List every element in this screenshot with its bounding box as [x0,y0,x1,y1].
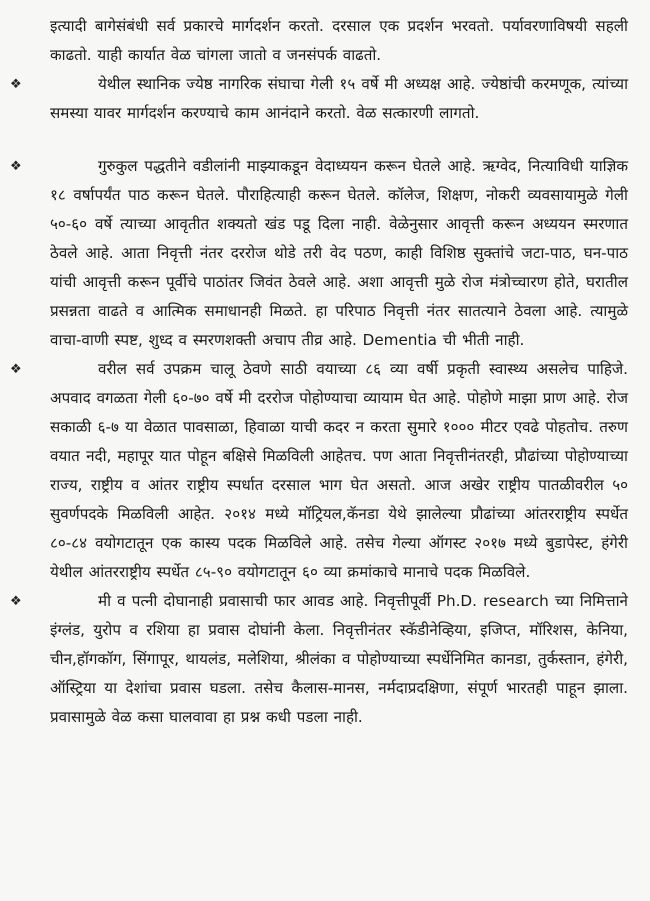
paragraph-senior-citizens [10,70,628,128]
diamond-bullet-icon: ❖ [10,594,22,609]
paragraph-text: इत्यादी बागेसंबंधी सर्व प्रकारचे मार्गदर्शन करतो. दरसाल एक प्रदर्शन भरवतो. पर्यावरणाविषयी सहली काढतो. याही कार्यात वेळ चांगला जातो व जनसंपर्क वाढतो. [50,17,628,64]
paragraph-travel [10,587,628,732]
paragraph-garden [50,12,628,70]
paragraph-text: वरील सर्व उपक्रम चालू ठेवणे साठी वयाच्या ८६ व्या वर्षी प्रकृती स्वास्थ्य असलेच पाहिजे. अपवाद वगळता गेली ६०-७० वर्षे मी दररोज पोहोण्याचा व्यायाम घेत आहे. पोहोणे माझा प्राण आहे. रोज सकाळी ६-७ या वेळात पावसाळा, हिवाळा याची कदर न करता सुमारे १००० मीटर एवढे पोहतोच. तरुण वयात नदी, महापूर यात पोहून बक्षिसे मिळविली आहेतच. पण आता निवृत्तीनंतरही, प्रौढांच्या पोहोण्याच्या राज्य, राष्ट्रीय व आंतर राष्ट्रीय स्पर्धात दरसाल भाग घेत असतो. आज अखेर राष्ट्रीय पातळीवरील ५० सुवर्णपदके मिळविली आहेत. २०१४ मध्ये मॉट्रियल,कॅनडा येथे झालेल्या प्रौढांच्या आंतरराष्ट्रीय स्पर्धेत ८०-८४ वयोगटातून एक कास्य पदक मिळविले आहे. तसेच गेल्या ऑगस्ट २०१७ मध्ये बुडापेस्ट, हंगेरी येथील आंतरराष्ट्रीय स्पर्धेत ८५-९० वयोगटातून ६० व्या क्रमांकाचे मानाचे पदक मिळविले. [50,360,628,581]
diamond-bullet-icon: ❖ [10,77,22,92]
diamond-bullet-icon: ❖ [10,362,22,377]
paragraph-swimming [10,355,628,587]
paragraph-text: मी व पत्नी दोघानाही प्रवासाची फार आवड आहे. निवृत्तीपूर्वी Ph.D. research च्या निमित्ताने इंग्लंड, युरोप व रशिया हा प्रवास दोघांनी केला. निवृत्तीनंतर स्कॅडीनेव्हिया, इजिप्त, मॉरिशस, केनिया, चीन,हॉगकॉग, सिंगापूर, थायलंड, मलेशिया, श्रीलंका व पोहोण्याच्या स्पर्धेनिमित कानडा, तुर्कस्तान, हंगेरी, ऑस्ट्रिया या देशांचा प्रवास घडला. तसेच कैलास-मानस, नर्मदाप्रदक्षिणा, संपूर्ण भारतही पाहून झाला. प्रवासामुळे वेळ कसा घालवावा हा प्रश्न कधी पडला नाही. [50,592,628,726]
paragraph-text: येथील स्थानिक ज्येष्ठ नागरिक संघाचा गेली १५ वर्षे मी अध्यक्ष आहे. ज्येष्ठांची करमणूक, त्यांच्या समस्या यावर मार्गदर्शन करण्याचे काम आनंदाने करतो. वेळ सत्कारणी लागतो. [50,75,628,122]
paragraph-vedic-study [10,152,628,355]
diamond-bullet-icon: ❖ [10,159,22,174]
paragraph-text: गुरुकुल पद्धतीने वडीलांनी माझ्याकडून वेदाध्ययन करून घेतले आहे. ऋग्वेद, नित्याविधी याज्ञिक १८ वर्षापर्यंत पाठ करून घेतले. पौराहित्याही करून घेतले. कॉलेज, शिक्षण, नोकरी व्यवसायामुळे गेली ५०-६० वर्षे त्याच्या आवृतीत शक्यतो खंड पडू दिला नाही. वेळेनुसार आवृत्ती करून अध्ययन स्मरणात ठेवले आहे. आता निवृत्ती नंतर दररोज थोडे तरी वेद पठण, काही विशिष्ठ सुक्तांचे जटा-पाठ, घन-पाठ यांची आवृत्ती करून पूर्वीचे पाठांतर जिवंत ठेवले आहे. अशा आवृत्ती मुळे रोज मंत्रोच्चारण होते, घरातील प्रसन्नता वाढते व आत्मिक समाधानही मिळते. हा परिपाठ निवृत्ती नंतर सातत्याने ठेवला आहे. त्यामुळे वाचा-वाणी स्पष्ट, शुध्द व स्मरणशक्ती अचाप तीव्र आहे. Dementia ची भीती नाही. [50,157,628,349]
